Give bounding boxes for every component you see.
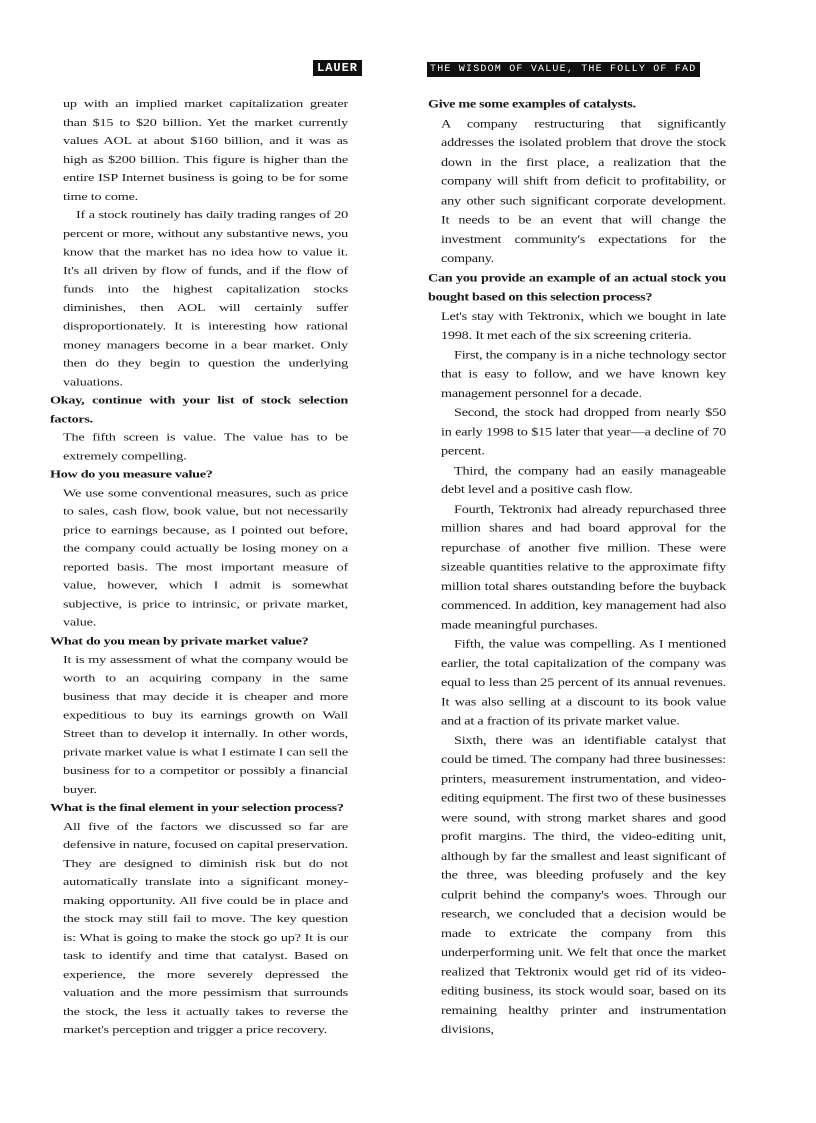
interview-question: Can you provide an example of an actual stock you bought based on this selection process? <box>428 271 726 304</box>
running-header-author: LAUER <box>313 60 362 76</box>
interview-question: Give me some examples of catalysts. <box>428 98 636 111</box>
body-paragraph: Let's stay with Tektronix, which we bought in late 1998. It met each of the six screening criteria. <box>441 310 726 343</box>
body-paragraph: We use some conventional measures, such as price to sales, cash flow, book value, but not necessarily price to earnings because, as I pointed out before, the company could actually be losing money on a reported basis. The most important measure of value, however, which I admit is somewhat subjective, is price to intrinsic, or private market, value. <box>63 486 348 629</box>
body-paragraph: The fifth screen is value. The value has to be extremely compelling. <box>63 431 348 463</box>
right-column <box>428 95 726 1040</box>
body-paragraph: It is my assessment of what the company would be worth to an acquiring company in the same business that may decide it is cheaper and more expeditious to buy its earnings growth on Wall Street than to develop it internally. In other words, private market value is what I estimate I can sell the business for to a competitor or possibly a financial buyer. <box>63 653 348 796</box>
running-header-title: THE WISDOM OF VALUE, THE FOLLY OF FAD <box>427 62 700 77</box>
body-paragraph: up with an implied market capitalization greater than $15 to $20 billion. Yet the market currently values AOL at about $160 billion, and it was as high as $200 billion. This figure is higher than the entire ISP Internet business is going to be for some time to come. <box>63 98 348 203</box>
left-column <box>50 95 348 1040</box>
interview-question: Okay, continue with your list of stock selection factors. <box>50 394 348 425</box>
interview-question: How do you measure value? <box>50 468 213 481</box>
interview-question: What do you mean by private market value? <box>50 635 309 648</box>
body-paragraph: Fourth, Tektronix had already repurchased three million shares and had board approval for the repurchase of another five million. These were sizeable quantities relative to the approximate fifty million total shares outstanding before the buyback commenced. In addition, key management had also made meaningful purchases. <box>441 502 726 632</box>
body-paragraph: Third, the company had an easily manageable debt level and a positive cash flow. <box>441 464 726 497</box>
body-paragraph: First, the company is in a niche technology sector that is easy to follow, and we have known key management personnel for a decade. <box>441 348 726 400</box>
body-paragraph: A company restructuring that significantly addresses the isolated problem that drove the stock down in the first place, a realization that the company will shift from deficit to profitability, or any other such significant corporate development. It needs to be an event that will change the investment community's expectations for the company. <box>441 117 726 265</box>
body-paragraph: If a stock routinely has daily trading ranges of 20 percent or more, without any substantive news, you know that the market has no idea how to value it. It's all driven by flow of funds, and if the flow of funds into the highest capitalization stocks diminishes, then AOL will certainly suffer disproportionately. It is interesting how rational money managers become in a bear market. Only then do they begin to question the underlying valuations. <box>63 209 348 388</box>
body-paragraph: Fifth, the value was compelling. As I mentioned earlier, the total capitalization of the company was equal to less than 25 percent of its annual revenues. It was also selling at a discount to its book value and at a fraction of its private market value. <box>441 637 726 728</box>
body-paragraph: All five of the factors we discussed so far are defensive in nature, focused on capital preservation. They are designed to diminish risk but do not automatically translate into a significant money-making opportunity. All five could be in place and the stock may still fail to move. The key question is: What is going to make the stock go up? It is our task to identify and time that catalyst. Based on experience, the more severely depressed the valuation and the more pessimism that surrounds the stock, the less it actually takes to reverse the market's perception and trigger a price recovery. <box>63 820 348 1037</box>
interview-question: What is the final element in your selection process? <box>50 801 344 814</box>
body-paragraph: Sixth, there was an identifiable catalyst that could be timed. The company had three businesses: printers, measurement instrumentation, and video-editing equipment. The first two of these businesses were sound, with strong market shares and good profit margins. The third, the video-editing unit, although by far the smallest and least significant of the three, was bleeding profusely and the key culprit behind the company's woes. Through our research, we concluded that a decision would be made to extricate the company from this underperforming unit. We felt that once the market realized that Tektronix would get rid of its video-editing business, its stock would soar, based on its remaining healthy printer and instrumentation divisions, <box>441 734 726 1037</box>
body-paragraph: Second, the stock had dropped from nearly $50 in early 1998 to $15 later that year—a decline of 70 percent. <box>441 406 726 458</box>
